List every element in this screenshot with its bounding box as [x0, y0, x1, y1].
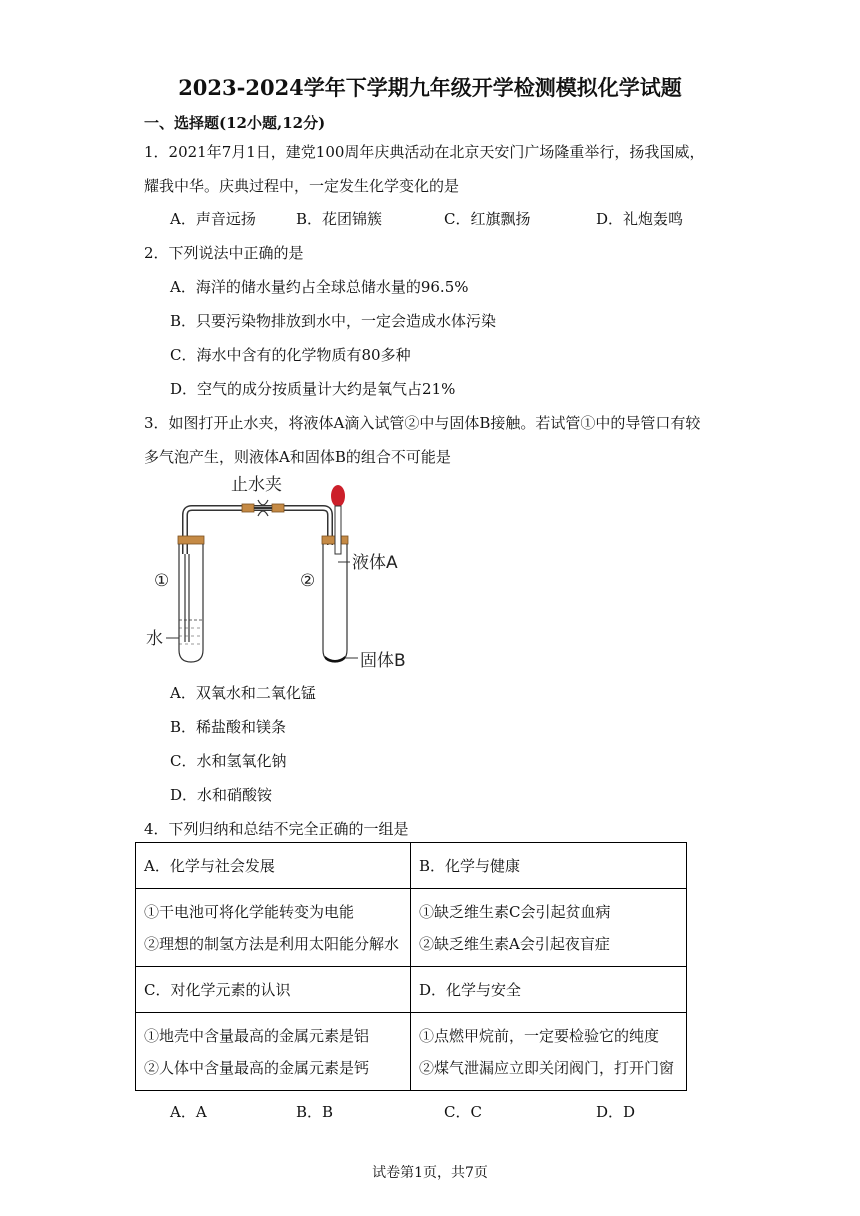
q3-stem-line1: 3．如图打开止水夹，将液体A滴入试管②中与固体B接触。若试管①中的导管口有较 — [144, 414, 701, 432]
cell-c-line1: ①地壳中含量最高的金属元素是铝 — [144, 1026, 370, 1045]
dropper-bulb — [331, 485, 345, 507]
apparatus-figure — [130, 470, 430, 680]
cell-b-content — [411, 889, 687, 967]
exam-title: 2023-2024学年下学期九年级开学检测模拟化学试题 — [178, 75, 682, 100]
page-footer: 试卷第1页，共7页 — [372, 1165, 488, 1181]
q3-option-a: A．双氧水和二氧化锰 — [170, 684, 316, 702]
q1-option-d: D．礼炮轰鸣 — [596, 210, 684, 228]
cell-a-line1: ①干电池可将化学能转变为电能 — [144, 902, 355, 921]
q4-option-d: D．D — [596, 1103, 636, 1121]
q1-stem-line2: 耀我中华。庆典过程中，一定发生化学变化的是 — [144, 177, 460, 195]
q4-stem: 4．下列归纳和总结不完全正确的一组是 — [144, 820, 409, 838]
q4-summary-table — [135, 842, 687, 1091]
connecting-tube-inner — [185, 508, 330, 554]
q3-option-d: D．水和硝酸铵 — [170, 786, 273, 804]
label-water: 水 — [146, 629, 163, 649]
q2-option-d: D．空气的成分按质量计大约是氧气占21% — [170, 380, 456, 398]
cell-a-content — [136, 889, 411, 967]
cell-d-line1: ①点燃甲烷前，一定要检验它的纯度 — [419, 1026, 660, 1045]
cell-d-content — [411, 1013, 687, 1091]
q1-option-c: C．红旗飘扬 — [444, 210, 531, 228]
q2-option-a: A．海洋的储水量约占全球总储水量的96.5% — [170, 278, 469, 296]
cell-d-heading: D．化学与安全 — [411, 967, 687, 1013]
q3-stem-line2: 多气泡产生，则液体A和固体B的组合不可能是 — [144, 448, 451, 466]
q4-option-b: B．B — [296, 1103, 334, 1121]
section-heading: 一、选择题(12小题,12分) — [144, 114, 326, 132]
label-solid-b: 固体B — [360, 651, 406, 671]
q1-stem-line1: 1．2021年7月1日，建党100周年庆典活动在北京天安门广场隆重举行，扬我国威， — [144, 143, 705, 161]
q2-option-b: B．只要污染物排放到水中，一定会造成水体污染 — [170, 312, 497, 330]
q4-option-c: C．C — [444, 1103, 482, 1121]
cell-a-heading: A．化学与社会发展 — [136, 843, 411, 889]
solid-b — [325, 656, 345, 663]
q1-option-a: A．声音远扬 — [170, 210, 256, 228]
q3-option-c: C．水和氢氧化钠 — [170, 752, 287, 770]
q4-option-a: A．A — [170, 1103, 207, 1121]
label-tube-2: ② — [300, 571, 316, 591]
connecting-tube-outer — [185, 508, 330, 554]
label-clamp: 止水夹 — [231, 475, 282, 495]
q2-stem: 2．下列说法中正确的是 — [144, 244, 304, 262]
cell-a-line2: ②理想的制氢方法是利用太阳能分解水 — [144, 934, 400, 953]
dropper-tube — [335, 506, 341, 554]
rubber-hose-right — [272, 504, 284, 512]
stopper-1 — [178, 536, 204, 544]
cell-b-line2: ②缺乏维生素A会引起夜盲症 — [419, 934, 610, 953]
q1-option-b: B．花团锦簇 — [296, 210, 383, 228]
label-liquid-a: 液体A — [352, 553, 398, 573]
cell-d-line2: ②煤气泄漏应立即关闭阀门，打开门窗 — [419, 1058, 675, 1077]
label-tube-1: ① — [154, 571, 170, 591]
cell-b-heading: B．化学与健康 — [411, 843, 687, 889]
q3-option-b: B．稀盐酸和镁条 — [170, 718, 287, 736]
cell-b-line1: ①缺乏维生素C会引起贫血病 — [419, 902, 611, 921]
cell-c-content — [136, 1013, 411, 1091]
q2-option-c: C．海水中含有的化学物质有80多种 — [170, 346, 411, 364]
cell-c-line2: ②人体中含量最高的金属元素是钙 — [144, 1058, 370, 1077]
rubber-hose-left — [242, 504, 254, 512]
cell-c-heading: C．对化学元素的认识 — [136, 967, 411, 1013]
